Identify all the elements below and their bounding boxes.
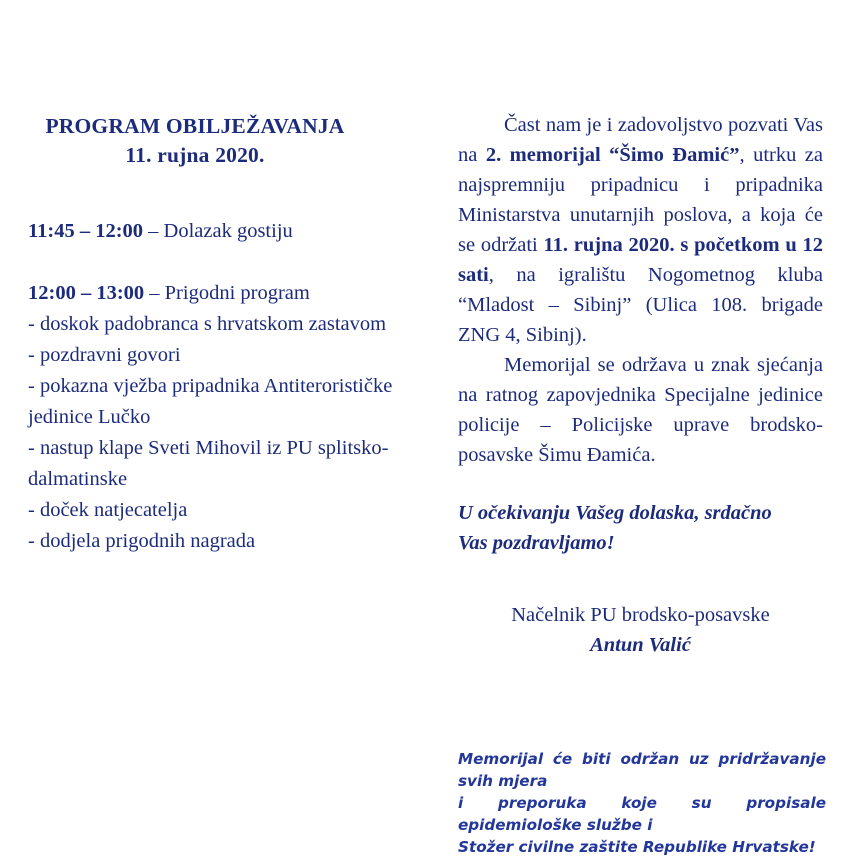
paragraph1-part2: , utrku za najspremniju pripadnicu i pripadnika Ministarstva unutarnjih poslova, a koja će se održati — [458, 144, 823, 256]
program-heading — [30, 112, 360, 170]
schedule-separator: – — [144, 282, 165, 304]
list-item: - nastup klape Sveti Mihovil iz PU splitsko- — [28, 437, 389, 459]
schedule-time: 11:45 – 12:00 — [28, 220, 144, 242]
list-item-continuation: dalmatinske — [28, 468, 128, 490]
program-heading-line1: PROGRAM OBILJEŽAVANJA — [45, 114, 345, 138]
signature-name: Antun Valić — [590, 634, 691, 656]
program-heading-line2: 11. rujna 2020. — [125, 143, 265, 167]
schedule-separator: – — [143, 220, 164, 242]
schedule-item — [28, 216, 428, 247]
list-item: - pokazna vježba pripadnika Antiterorističke — [28, 375, 393, 397]
paragraph1-bold-datetime: 11. rujna 2020. s početkom u 12 sati — [458, 234, 823, 286]
footer-line-2: i preporuka koje su propisale epidemiološke službe i — [458, 794, 826, 834]
closing-line-2: Vas pozdravljamo! — [458, 532, 615, 554]
invitation-paragraph-2: Memorijal se održava u znak sjećanja na ratnog zapovjednika Specijalne jedinice policije – Policijske uprave brodsko-posavske Šimu Đamića. — [458, 354, 823, 466]
paragraph1-part3: , na igralištu Nogometnog kluba “Mladost – Sibinj” (Ulica 108. brigade ZNG 4, Sibinj). — [458, 264, 823, 346]
schedule-activity: Prigodni program — [164, 282, 310, 304]
signature-role: Načelnik PU brodsko-posavske — [511, 604, 770, 626]
footer-line-1: Memorijal će biti održan uz pridržavanje svih mjera — [458, 750, 826, 790]
list-item: - doček natjecatelja — [28, 499, 188, 521]
schedule-item — [28, 278, 428, 309]
list-item-continuation: jedinice Lučko — [28, 406, 151, 428]
footer-health-notice — [458, 748, 826, 858]
signature-block — [458, 600, 823, 660]
list-item: - doskok padobranca s hrvatskom zastavom — [28, 313, 387, 335]
invitation-paragraph-1 — [458, 110, 823, 350]
program-bullet-list — [28, 309, 428, 557]
schedule-activity: Dolazak gostiju — [163, 220, 293, 242]
schedule-list — [28, 216, 428, 557]
closing-line-1: U očekivanju Vašeg dolaska, srdačno — [458, 502, 772, 524]
schedule-time: 12:00 – 13:00 — [28, 282, 145, 304]
invitation-column — [458, 110, 823, 660]
paragraph1-bold-event: 2. memorijal “Šimo Đamić” — [485, 144, 740, 166]
closing-message — [458, 498, 816, 558]
schedule-spacer — [28, 247, 428, 278]
list-item: - pozdravni govori — [28, 344, 181, 366]
program-column — [28, 112, 428, 557]
footer-line-3: Stožer civilne zaštite Republike Hrvatske! — [458, 838, 816, 856]
list-item: - dodjela prigodnih nagrada — [28, 530, 256, 552]
paragraph1-part1: Čast nam je i zadovoljstvo pozvati Vas na — [458, 114, 823, 166]
